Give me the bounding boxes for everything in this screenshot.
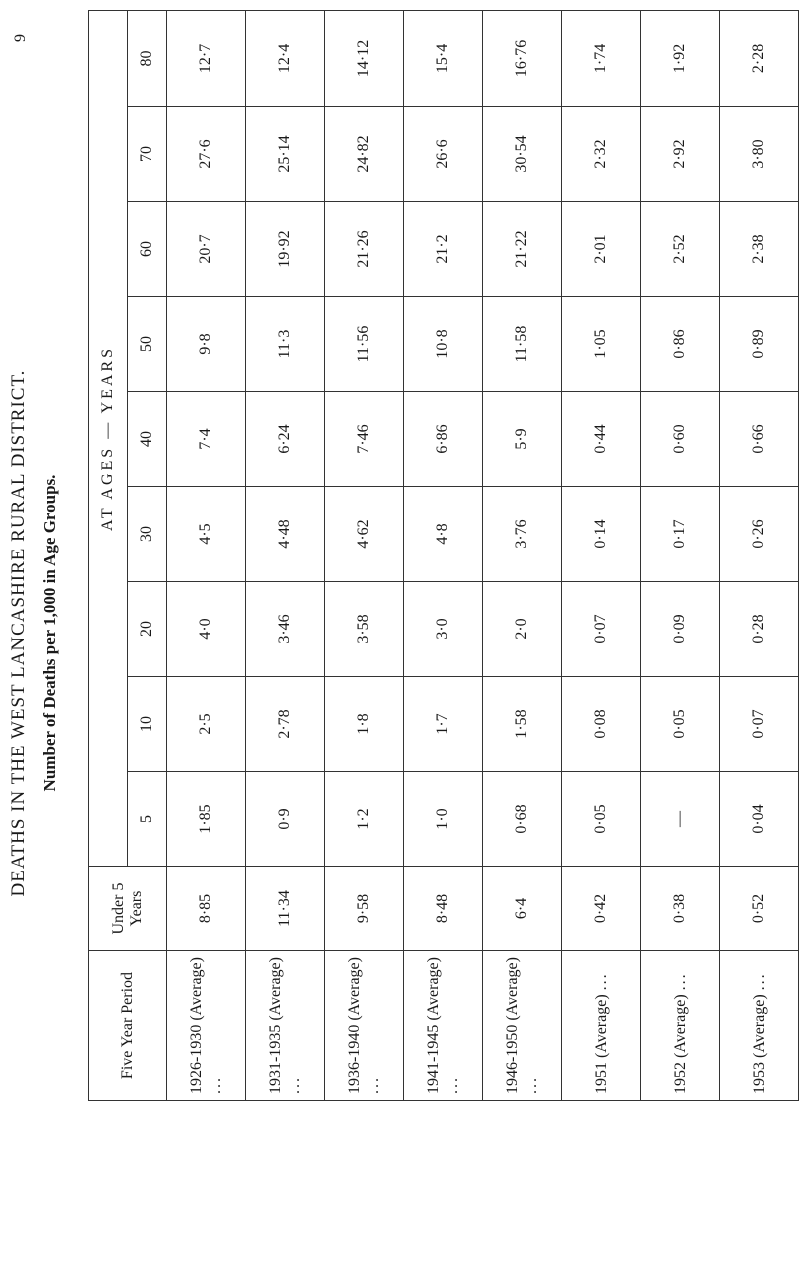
period-cell [246,951,325,1101]
rate-cell: 2·5 [167,677,246,772]
table-row [167,10,246,1100]
period-label: 1953 (Average) [750,994,768,1094]
rate-cell: 1·7 [404,677,483,772]
rate-cell: 0·05 [641,677,720,772]
rate-cell: 0·07 [562,582,641,677]
period-label: 1926-1930 (Average) [188,957,205,1094]
leader-dots: ... [444,1076,461,1094]
rate-cell: 4·5 [167,487,246,582]
leader-dots: ... [523,1076,540,1094]
period-cell [720,951,799,1101]
leader-dots: ... [365,1076,382,1094]
under5-cell: 8·48 [404,867,483,951]
rate-cell: 3·76 [483,487,562,582]
rate-cell: 1·05 [562,297,641,392]
period-label: 1951 (Average) [592,994,610,1094]
table-row [483,10,562,1100]
period-header: Five Year Period [89,951,167,1101]
under5-cell: 11·34 [246,867,325,951]
rate-cell: 0·04 [720,772,799,867]
rate-cell: 0·26 [720,487,799,582]
rate-cell: 11·58 [483,297,562,392]
under5-cell: 0·42 [562,867,641,951]
leader-dots: ... [750,972,768,991]
rate-cell: 0·89 [720,297,799,392]
rate-cell: 11·56 [325,297,404,392]
rate-cell: 0·28 [720,582,799,677]
under5-cell: 9·58 [325,867,404,951]
age-column-header: 5 [128,772,167,867]
leader-dots: ... [207,1076,224,1094]
rate-cell: 15·4 [404,10,483,106]
rate-cell: 2·28 [720,10,799,106]
rate-cell: 0·60 [641,392,720,487]
rate-cell: 0·14 [562,487,641,582]
rate-cell: 7·4 [167,392,246,487]
rate-cell: 3·80 [720,107,799,202]
rate-cell: 3·46 [246,582,325,677]
rate-cell: 4·48 [246,487,325,582]
rate-cell: 0·68 [483,772,562,867]
rate-cell: 21·26 [325,202,404,297]
rate-cell: 11·3 [246,297,325,392]
under5-cell: 0·38 [641,867,720,951]
under5-header: Under 5 Years [89,867,167,951]
rate-cell: 21·2 [404,202,483,297]
period-cell [404,951,483,1101]
rate-cell: 1·74 [562,10,641,106]
rate-cell: 24·82 [325,107,404,202]
rate-cell: 14·12 [325,10,404,106]
period-label: 1946-1950 (Average) [504,957,521,1094]
rate-cell: 12·4 [246,10,325,106]
ages-header: AT AGES — YEARS [89,10,128,866]
rate-cell: 1·58 [483,677,562,772]
rate-cell: 1·85 [167,772,246,867]
rate-cell: 0·05 [562,772,641,867]
under5-cell: 8·85 [167,867,246,951]
rate-cell: 30·54 [483,107,562,202]
rate-cell: 7·46 [325,392,404,487]
age-column-header: 80 [128,10,167,106]
rate-cell: 0·44 [562,392,641,487]
rate-cell: 0·07 [720,677,799,772]
page-title: DEATHS IN THE WEST LANCASHIRE RURAL DISTRICT. [8,369,29,897]
rate-cell: 19·92 [246,202,325,297]
rate-cell: 3·0 [404,582,483,677]
rate-cell: 0·66 [720,392,799,487]
period-cell [167,951,246,1101]
age-column-header: 60 [128,202,167,297]
age-column-header: 70 [128,107,167,202]
rate-cell: 20·7 [167,202,246,297]
table-row [325,10,404,1100]
rate-cell: 6·24 [246,392,325,487]
rate-cell: 26·6 [404,107,483,202]
age-column-header: 20 [128,582,167,677]
period-label: 1952 (Average) [671,994,689,1094]
rate-cell: 4·8 [404,487,483,582]
rate-cell: 16·76 [483,10,562,106]
leader-dots: ... [286,1076,303,1094]
table-row [720,10,799,1100]
rate-cell: 1·2 [325,772,404,867]
period-cell [562,951,641,1101]
rate-cell: 10·8 [404,297,483,392]
rate-cell: 0·17 [641,487,720,582]
rate-cell: 2·01 [562,202,641,297]
page-subtitle: Number of Deaths per 1,000 in Age Groups. [40,474,59,792]
age-column-header: 50 [128,297,167,392]
rate-cell: 2·52 [641,202,720,297]
age-column-header: 10 [128,677,167,772]
rate-cell: 1·0 [404,772,483,867]
rate-cell: 2·0 [483,582,562,677]
rate-cell: 4·0 [167,582,246,677]
rate-cell: 12·7 [167,10,246,106]
period-cell [641,951,720,1101]
rate-cell: 2·78 [246,677,325,772]
rate-cell: 4·62 [325,487,404,582]
rate-cell: 6·86 [404,392,483,487]
rate-cell: 3·58 [325,582,404,677]
leader-dots: ... [671,972,689,991]
period-label: 1931-1935 (Average) [267,957,284,1094]
rate-cell: 5·9 [483,392,562,487]
period-label: 1936-1940 (Average) [346,957,363,1094]
rate-cell: 2·38 [720,202,799,297]
rate-cell: 0·9 [246,772,325,867]
rate-cell: 1·92 [641,10,720,106]
rate-cell: 25·14 [246,107,325,202]
under5-cell: 0·52 [720,867,799,951]
deaths-table [88,10,799,1101]
period-cell [483,951,562,1101]
table-row [246,10,325,1100]
table-row [562,10,641,1100]
rate-cell: 27·6 [167,107,246,202]
table-row [641,10,720,1100]
rate-cell: 2·92 [641,107,720,202]
period-label: 1941-1945 (Average) [425,957,442,1094]
under5-cell: 6·4 [483,867,562,951]
table-row [404,10,483,1100]
age-column-header: 30 [128,487,167,582]
age-column-header: 40 [128,392,167,487]
rate-cell: 1·8 [325,677,404,772]
rate-cell: 9·8 [167,297,246,392]
leader-dots: ... [592,972,610,991]
page-number: 9 [12,34,29,42]
period-cell [325,951,404,1101]
rate-cell: 0·86 [641,297,720,392]
rate-cell: — [641,772,720,867]
rate-cell: 0·08 [562,677,641,772]
rate-cell: 0·09 [641,582,720,677]
rate-cell: 21·22 [483,202,562,297]
rate-cell: 2·32 [562,107,641,202]
